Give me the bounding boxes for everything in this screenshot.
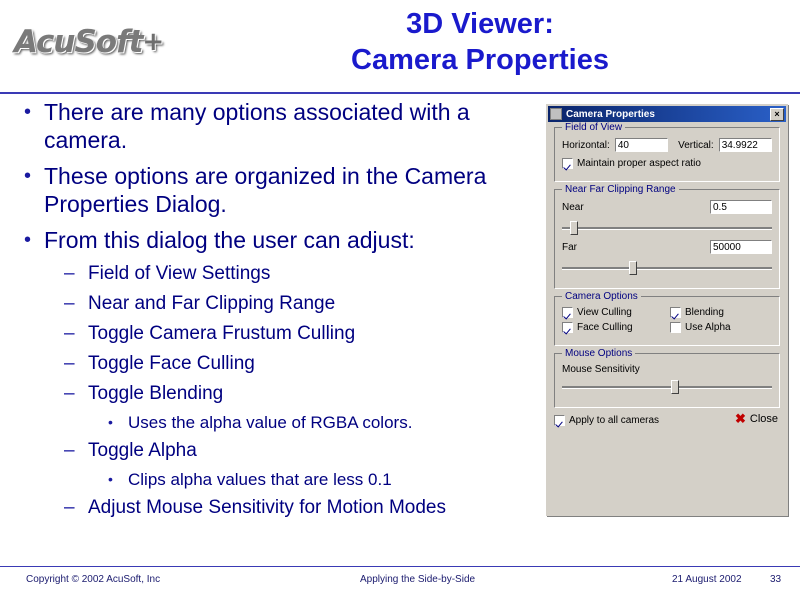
far-slider[interactable] (562, 260, 772, 276)
face-culling-checkbox[interactable] (562, 322, 664, 333)
dialog-titlebar[interactable] (548, 106, 786, 122)
near-row (562, 200, 772, 214)
vertical-input[interactable]: 34.9922 (719, 138, 772, 152)
near-input[interactable]: 0.5 (710, 200, 772, 214)
bullet-marker: – (64, 383, 75, 404)
use-alpha-label: Use Alpha (685, 322, 731, 333)
title-line-2: Camera Properties (351, 44, 609, 76)
vertical-label: Vertical: (678, 139, 714, 151)
list-item (18, 352, 538, 375)
close-button-label: Close (749, 413, 778, 425)
list-item (18, 162, 538, 218)
far-input[interactable]: 50000 (710, 240, 772, 254)
near-slider-track (562, 227, 772, 230)
bullet-text: From this dialog the user can adjust: (44, 227, 415, 253)
list-item (18, 469, 538, 490)
view-culling-label: View Culling (577, 307, 632, 318)
horizontal-input[interactable]: 40 (615, 138, 668, 152)
view-culling-checkbox[interactable] (562, 307, 664, 318)
close-x-icon: ✖ (734, 411, 746, 426)
clipping-range-label: Near Far Clipping Range (562, 184, 679, 195)
acusoft-logo (14, 22, 174, 62)
logo-text: AcuSoft (14, 24, 143, 60)
far-row (562, 240, 772, 254)
field-of-view-label: Field of View (562, 122, 625, 133)
blending-checkbox[interactable] (670, 307, 772, 318)
blending-label: Blending (685, 307, 724, 318)
slide-header (0, 0, 800, 92)
checkbox-icon[interactable] (562, 158, 573, 169)
bullet-text: There are many options associated with a camera. (44, 99, 470, 153)
list-item (18, 439, 538, 462)
bullet-marker: • (108, 471, 113, 487)
footer-divider (0, 566, 800, 567)
footer-center-text: Applying the Side-by-Side (360, 574, 476, 585)
mouse-sensitivity-slider[interactable] (562, 379, 772, 395)
footer-page-number: 33 (770, 574, 782, 585)
bullet-marker: – (64, 323, 75, 344)
maintain-aspect-label: Maintain proper aspect ratio (577, 158, 701, 169)
far-slider-thumb[interactable] (629, 261, 637, 275)
bullet-marker: – (64, 263, 75, 284)
near-label: Near (562, 201, 584, 213)
bullet-text: Field of View Settings (88, 263, 271, 284)
mouse-options-group (554, 348, 780, 408)
camera-options-col-left (562, 307, 664, 337)
dialog-body (548, 122, 786, 435)
camera-options-col-right (670, 307, 772, 337)
footer-copyright: Copyright © 2002 AcuSoft, Inc (26, 574, 161, 585)
bullet-text: Toggle Alpha (88, 440, 197, 461)
mouse-sensitivity-track (562, 386, 772, 389)
close-button[interactable] (735, 411, 778, 427)
checkbox-icon[interactable] (670, 307, 681, 318)
header-divider (0, 92, 800, 94)
list-item (18, 496, 538, 519)
mouse-sensitivity-thumb[interactable] (671, 380, 679, 394)
bullet-marker: • (24, 229, 32, 251)
apply-all-cameras-label: Apply to all cameras (569, 415, 660, 426)
footer-date: 21 August 2002 (672, 574, 742, 585)
bullet-text: Near and Far Clipping Range (88, 293, 336, 314)
bullet-text: These options are organized in the Camera Properties Dialog. (44, 163, 487, 217)
use-alpha-checkbox[interactable] (670, 322, 772, 333)
maintain-aspect-checkbox[interactable] (562, 158, 772, 169)
checkbox-icon[interactable] (562, 322, 573, 333)
list-item (18, 262, 538, 285)
bullet-marker: – (64, 293, 75, 314)
bullet-text: Clips alpha values that are less 0.1 (128, 470, 392, 489)
far-label: Far (562, 241, 577, 253)
logo-plus: + (142, 27, 164, 57)
camera-properties-dialog[interactable] (546, 104, 788, 516)
checkbox-icon[interactable] (562, 307, 573, 318)
bullet-text: Toggle Camera Frustum Culling (88, 323, 356, 344)
camera-options-columns (562, 307, 772, 337)
clipping-range-group (554, 184, 780, 289)
near-slider-thumb[interactable] (570, 221, 578, 235)
checkbox-icon[interactable] (670, 322, 681, 333)
horizontal-label: Horizontal: (562, 139, 610, 151)
bullet-text: Uses the alpha value of RGBA colors. (128, 413, 413, 432)
title-line-1: 3D Viewer: (406, 8, 554, 40)
list-item (18, 382, 538, 405)
slide-footer (0, 572, 800, 592)
bullet-marker: – (64, 440, 75, 461)
close-icon[interactable]: × (770, 108, 784, 121)
page-title (180, 6, 780, 78)
bullet-marker: • (108, 414, 113, 430)
camera-options-label: Camera Options (562, 291, 641, 302)
far-slider-track (562, 267, 772, 270)
bullet-text: Toggle Face Culling (88, 353, 255, 374)
mouse-sensitivity-label: Mouse Sensitivity (562, 364, 640, 375)
list-item (18, 292, 538, 315)
dialog-title: Camera Properties (566, 108, 655, 120)
bullet-marker: • (24, 101, 32, 123)
list-item (18, 226, 538, 254)
checkbox-icon[interactable] (554, 415, 565, 426)
face-culling-label: Face Culling (577, 322, 633, 333)
list-item (18, 98, 538, 154)
bullet-text: Toggle Blending (88, 383, 224, 404)
bullet-marker: – (64, 353, 75, 374)
bullet-text: Adjust Mouse Sensitivity for Motion Modes (88, 497, 446, 518)
list-item (18, 322, 538, 345)
list-item (18, 412, 538, 433)
window-icon (550, 108, 562, 120)
bullet-marker: • (24, 165, 32, 187)
camera-options-group (554, 291, 780, 346)
bullet-marker: – (64, 497, 75, 518)
mouse-options-label: Mouse Options (562, 348, 635, 359)
field-of-view-group (554, 122, 780, 182)
bullet-list (18, 98, 538, 526)
fov-inputs-row (562, 138, 772, 152)
near-slider[interactable] (562, 220, 772, 236)
